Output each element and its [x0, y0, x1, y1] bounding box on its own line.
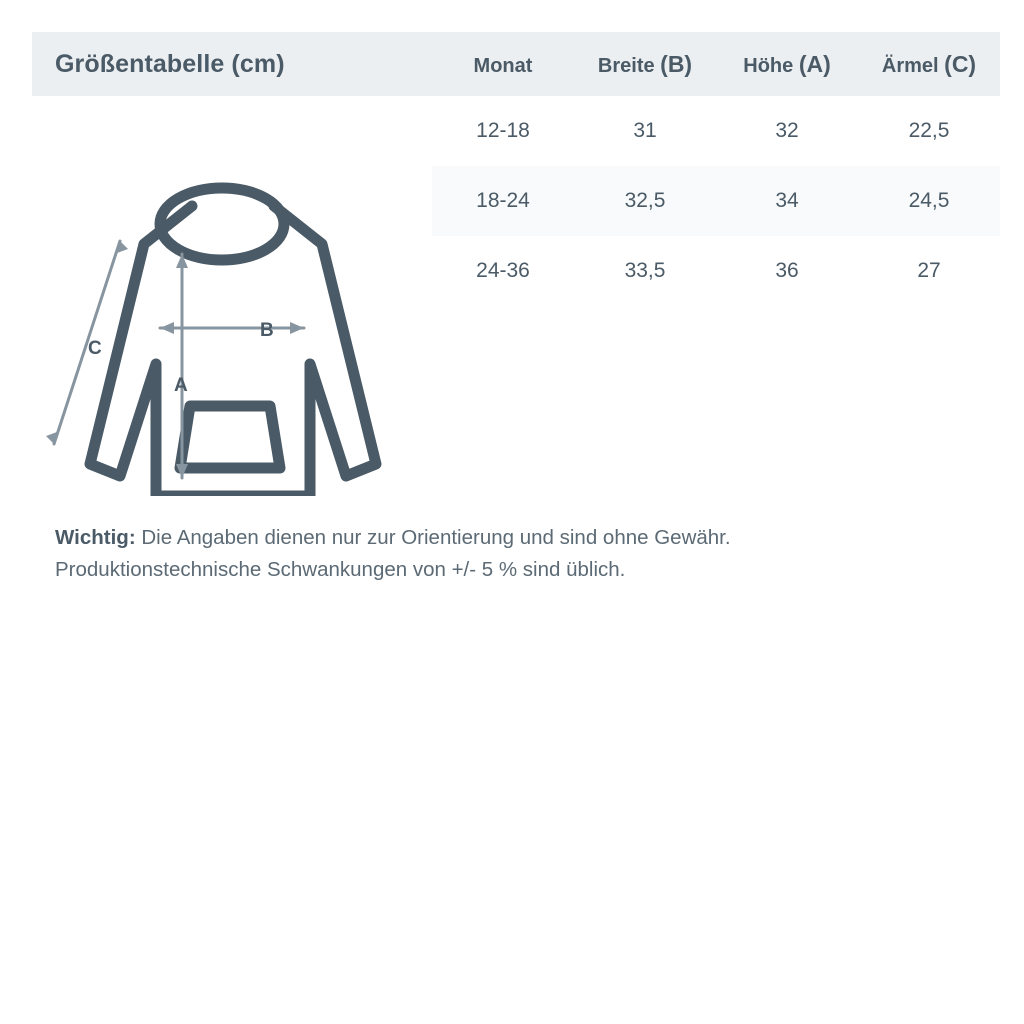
cell-hoehe: 36 [775, 259, 799, 282]
cell-monat: 18-24 [476, 189, 530, 212]
column-header-hoehe-letter: (A) [798, 50, 831, 77]
page-title: Größentabelle (cm) [55, 49, 285, 78]
column-header-breite-label: Breite [597, 54, 661, 77]
cell-breite: 32,5 [624, 189, 666, 212]
cell-monat: 12-18 [476, 119, 530, 142]
table-row [432, 236, 1000, 306]
chart-body [32, 96, 1000, 496]
disclaimer-lead: Wichtig: [55, 526, 136, 549]
cell-monat: 24-36 [476, 259, 530, 282]
cell-breite: 31 [633, 119, 657, 142]
figure-label-c: C [88, 338, 102, 359]
cell-aermel: 24,5 [908, 189, 950, 212]
column-header-hoehe-label: Höhe [743, 54, 799, 77]
column-header-monat-label: Monat [473, 54, 533, 77]
column-header-monat [432, 51, 574, 78]
cell-breite: 33,5 [624, 259, 666, 282]
size-chart [32, 32, 1000, 586]
figure-label-b: B [260, 320, 274, 341]
table-row [432, 166, 1000, 236]
chart-header [32, 32, 1000, 96]
measurements-table [432, 96, 1000, 306]
disclaimer-note [32, 522, 985, 586]
disclaimer-line1: Die Angaben dienen nur zur Orientierung und sind ohne Gewähr. [135, 526, 731, 549]
cell-hoehe: 32 [775, 119, 799, 142]
garment-diagram [32, 96, 432, 496]
column-header-breite-letter: (B) [660, 50, 693, 77]
figure-label-a: A [174, 375, 188, 396]
disclaimer-line2: Produktionstechnische Schwankungen von +/- 5 % sind üblich. [55, 557, 626, 581]
column-header-breite [574, 51, 716, 78]
column-header-hoehe [716, 51, 858, 78]
table-row [432, 96, 1000, 166]
column-header-aermel-label: Ärmel [881, 54, 945, 77]
cell-aermel: 22,5 [908, 119, 950, 142]
garment-diagram-svg [32, 96, 432, 501]
cell-hoehe: 34 [775, 189, 799, 212]
column-header-aermel [858, 51, 1000, 78]
cell-aermel: 27 [917, 259, 941, 282]
column-header-aermel-letter: (C) [944, 50, 977, 77]
column-headers [432, 32, 1000, 96]
